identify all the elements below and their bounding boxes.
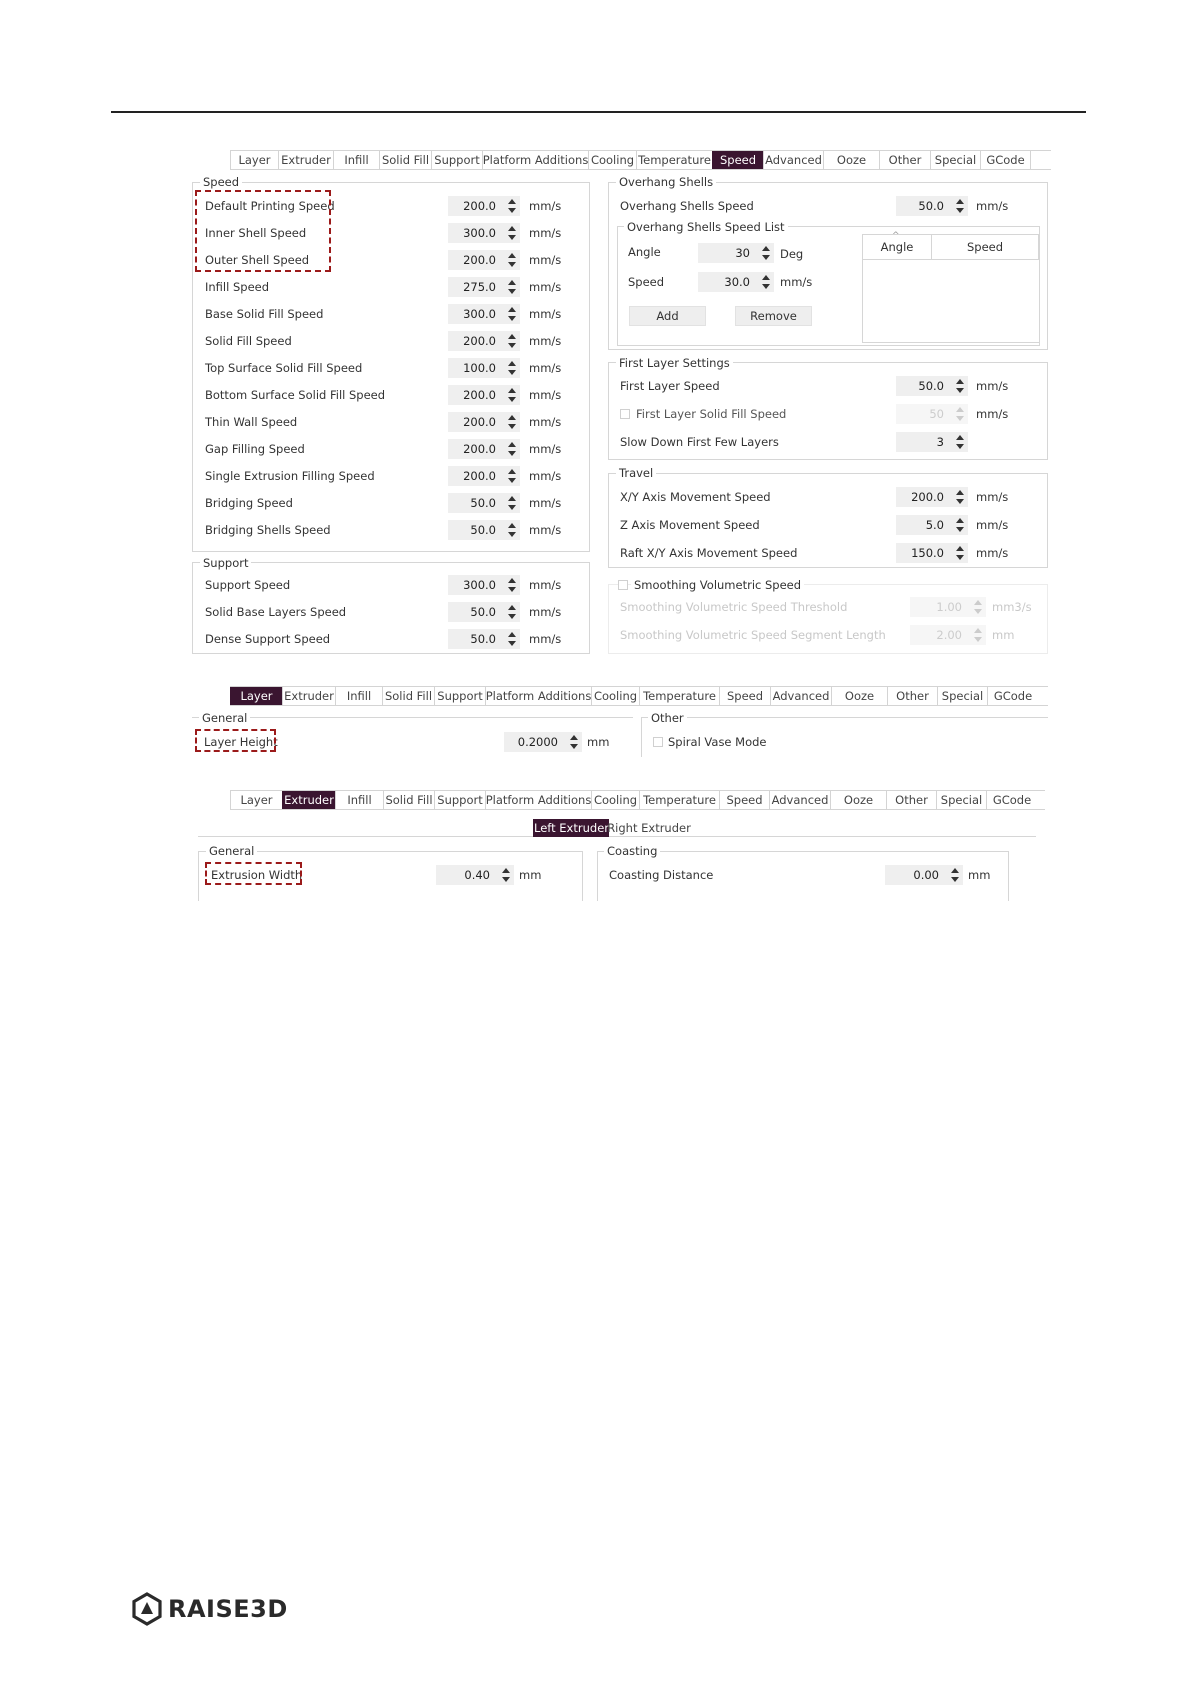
- top-surface-solid-fill-speed-input[interactable]: 100.0: [448, 358, 520, 378]
- spinner-icon[interactable]: [507, 495, 517, 511]
- tab-ooze[interactable]: Ooze: [830, 791, 886, 809]
- unit-label: mm/s: [529, 334, 562, 348]
- tab-infill[interactable]: Infill: [335, 687, 382, 705]
- unit-label: mm/s: [976, 199, 1009, 213]
- settings-tab-bar-extruder: [230, 790, 1045, 810]
- settings-tab-bar-layer: [230, 686, 1048, 706]
- base-solid-fill-speed-input[interactable]: 300.0: [448, 304, 520, 324]
- raft-xy-axis-movement-speed-label: Raft X/Y Axis Movement Speed: [620, 546, 798, 560]
- coasting-title: Coasting: [604, 844, 660, 858]
- spinner-icon[interactable]: [507, 252, 517, 268]
- extrusion-width-input[interactable]: 0.40: [436, 865, 514, 885]
- bridging-speed-input[interactable]: 50.0: [448, 493, 520, 513]
- highlight-box-speed: [195, 190, 331, 272]
- extrusion-width-unit: mm: [519, 868, 542, 882]
- layer-height-label: Layer Height: [204, 735, 278, 749]
- overhang-shells-speed-list-title: Overhang Shells Speed List: [624, 220, 788, 234]
- spinner-icon[interactable]: [761, 274, 771, 290]
- spinner-icon[interactable]: [507, 198, 517, 214]
- first-layer-settings-title: First Layer Settings: [616, 356, 733, 370]
- unit-label: mm/s: [529, 361, 562, 375]
- spinner-icon[interactable]: [507, 225, 517, 241]
- spinner-icon[interactable]: [507, 333, 517, 349]
- tab-solid-fill[interactable]: Solid Fill: [382, 687, 434, 705]
- thin-wall-speed-label: Thin Wall Speed: [205, 415, 298, 429]
- list-speed-input[interactable]: 30.0: [698, 272, 774, 292]
- smoothing-volumetric-speed-checkbox[interactable]: [618, 580, 628, 590]
- unit-label: mm/s: [976, 407, 1009, 421]
- spinner-icon[interactable]: [507, 631, 517, 647]
- overhang-shells-title: Overhang Shells: [616, 175, 716, 189]
- raft-xy-axis-movement-speed-input[interactable]: 150.0: [896, 543, 968, 563]
- layer-general-title: General: [199, 711, 250, 725]
- spinner-icon[interactable]: [569, 734, 579, 750]
- unit-label: mm/s: [529, 199, 562, 213]
- tab-cooling[interactable]: Cooling: [588, 151, 636, 169]
- inner-shell-speed-label: Inner Shell Speed: [205, 226, 307, 240]
- spinner-icon[interactable]: [955, 545, 965, 561]
- default-printing-speed-label: Default Printing Speed: [205, 199, 335, 213]
- subtab-left-extruder[interactable]: Left Extruder: [534, 821, 609, 835]
- tab-gcode[interactable]: GCode: [987, 687, 1038, 705]
- single-extrusion-filling-speed-input[interactable]: 200.0: [448, 466, 520, 486]
- tab-support[interactable]: Support: [434, 687, 485, 705]
- coasting-distance-input[interactable]: 0.00: [885, 865, 963, 885]
- smoothing-segment-length-label: Smoothing Volumetric Speed Segment Length: [620, 628, 886, 642]
- tab-platform-additions[interactable]: Platform Additions: [482, 153, 589, 167]
- tab-speed[interactable]: Speed: [719, 687, 770, 705]
- tab-ooze[interactable]: Ooze: [823, 151, 879, 169]
- z-axis-movement-speed-label: Z Axis Movement Speed: [620, 518, 760, 532]
- tab-layer[interactable]: Layer: [230, 151, 278, 169]
- coasting-distance-label: Coasting Distance: [609, 868, 714, 882]
- tab-other[interactable]: Other: [886, 791, 936, 809]
- solid-fill-speed-label: Solid Fill Speed: [205, 334, 292, 348]
- tab-other[interactable]: Other: [887, 687, 937, 705]
- extrusion-width-label: Extrusion Width: [211, 868, 303, 882]
- spinner-icon[interactable]: [955, 489, 965, 505]
- outer-shell-speed-label: Outer Shell Speed: [205, 253, 310, 267]
- raise3d-logo: [132, 1592, 288, 1626]
- tab-advanced[interactable]: Advanced: [770, 687, 831, 705]
- highlight-box-extrusion-width: [205, 862, 302, 885]
- default-printing-speed-input[interactable]: 200.0: [448, 196, 520, 216]
- first-layer-speed-input[interactable]: 50.0: [896, 376, 968, 396]
- tab-layer[interactable]: Layer: [230, 687, 282, 705]
- tab-layer[interactable]: Layer: [230, 791, 282, 809]
- spinner-icon[interactable]: [973, 599, 983, 615]
- travel-group-title: Travel: [616, 466, 656, 480]
- list-speed-label: Speed: [628, 275, 665, 289]
- smoothing-threshold-unit: mm3/s: [992, 600, 1032, 614]
- table-header-angle[interactable]: Angle: [862, 234, 932, 260]
- tab-advanced[interactable]: Advanced: [763, 151, 823, 169]
- tab-solid-fill[interactable]: Solid Fill: [379, 151, 431, 169]
- smoothing-segment-length-unit: mm: [992, 628, 1015, 642]
- bridging-speed-label: Bridging Speed: [205, 496, 293, 510]
- solid-fill-speed-input[interactable]: 200.0: [448, 331, 520, 351]
- gap-filling-speed-label: Gap Filling Speed: [205, 442, 305, 456]
- tab-support[interactable]: Support: [434, 791, 485, 809]
- raise3d-logo-wordmark: RAISE3D: [168, 1595, 288, 1623]
- spinner-icon[interactable]: [955, 406, 965, 422]
- slow-down-first-few-layers-input[interactable]: 3: [896, 432, 968, 452]
- inner-shell-speed-input[interactable]: 300.0: [448, 223, 520, 243]
- layer-other-title: Other: [648, 711, 687, 725]
- single-extrusion-filling-speed-label: Single Extrusion Filling Speed: [205, 469, 375, 483]
- tab-solid-fill[interactable]: Solid Fill: [383, 791, 434, 809]
- unit-label: mm/s: [529, 307, 562, 321]
- unit-label: mm/s: [529, 523, 562, 537]
- unit-label: mm/s: [529, 605, 562, 619]
- unit-label: mm/s: [529, 632, 562, 646]
- xy-axis-movement-speed-label: X/Y Axis Movement Speed: [620, 490, 771, 504]
- dense-support-speed-label: Dense Support Speed: [205, 632, 331, 646]
- infill-speed-input[interactable]: 275.0: [448, 277, 520, 297]
- tab-speed[interactable]: Speed: [719, 791, 769, 809]
- table-header-speed[interactable]: Speed: [931, 234, 1039, 260]
- tab-cooling[interactable]: Cooling: [591, 791, 639, 809]
- z-axis-movement-speed-input[interactable]: 5.0: [896, 515, 968, 535]
- spinner-icon[interactable]: [507, 279, 517, 295]
- angle-input[interactable]: 30: [698, 243, 774, 263]
- thin-wall-speed-input[interactable]: 200.0: [448, 412, 520, 432]
- outer-shell-speed-input[interactable]: 200.0: [448, 250, 520, 270]
- spinner-icon[interactable]: [761, 245, 771, 261]
- spinner-icon[interactable]: [950, 867, 960, 883]
- spinner-icon[interactable]: [501, 867, 511, 883]
- first-layer-solid-fill-speed-label: First Layer Solid Fill Speed: [636, 407, 787, 421]
- tab-infill[interactable]: Infill: [333, 151, 379, 169]
- tab-gcode[interactable]: GCode: [986, 791, 1037, 809]
- tab-ooze[interactable]: Ooze: [831, 687, 887, 705]
- layer-height-input[interactable]: 0.2000: [504, 732, 582, 752]
- unit-label: mm/s: [529, 388, 562, 402]
- tab-extruder[interactable]: Extruder: [282, 791, 335, 809]
- layer-height-unit: mm: [587, 735, 610, 749]
- first-layer-solid-fill-speed-input[interactable]: 50: [896, 404, 968, 424]
- smoothing-threshold-label: Smoothing Volumetric Speed Threshold: [620, 600, 848, 614]
- tab-other[interactable]: Other: [879, 151, 930, 169]
- solid-base-layers-speed-label: Solid Base Layers Speed: [205, 605, 347, 619]
- support-group-title: Support: [200, 556, 251, 570]
- smoothing-volumetric-speed-title[interactable]: Smoothing Volumetric Speed: [631, 578, 804, 592]
- bridging-shells-speed-label: Bridging Shells Speed: [205, 523, 331, 537]
- add-button[interactable]: Add: [629, 306, 706, 326]
- tab-special[interactable]: Special: [936, 791, 986, 809]
- spinner-icon[interactable]: [507, 604, 517, 620]
- spinner-icon[interactable]: [507, 577, 517, 593]
- tab-temperature[interactable]: Temperature: [639, 687, 719, 705]
- tab-special[interactable]: Special: [930, 151, 980, 169]
- unit-label: mm/s: [529, 496, 562, 510]
- first-layer-speed-label: First Layer Speed: [620, 379, 720, 393]
- angle-unit: Deg: [780, 247, 804, 261]
- settings-tab-bar-speed: [230, 150, 1051, 170]
- header-rule: [111, 111, 1086, 113]
- spinner-icon[interactable]: [507, 468, 517, 484]
- unit-label: mm/s: [529, 578, 562, 592]
- spinner-icon[interactable]: [973, 627, 983, 643]
- tab-platform-additions[interactable]: Platform Additions: [485, 793, 592, 807]
- unit-label: mm/s: [529, 415, 562, 429]
- spinner-icon[interactable]: [955, 378, 965, 394]
- spinner-icon[interactable]: [955, 198, 965, 214]
- gap-filling-speed-input[interactable]: 200.0: [448, 439, 520, 459]
- overhang-shells-speed-label: Overhang Shells Speed: [620, 199, 754, 213]
- spinner-icon[interactable]: [507, 306, 517, 322]
- top-surface-solid-fill-speed-label: Top Surface Solid Fill Speed: [205, 361, 363, 375]
- unit-label: mm/s: [976, 546, 1009, 560]
- spinner-icon[interactable]: [955, 434, 965, 450]
- spinner-icon[interactable]: [507, 387, 517, 403]
- slow-down-first-few-layers-label: Slow Down First Few Layers: [620, 435, 779, 449]
- overhang-shells-speed-input[interactable]: 50.0: [896, 196, 968, 216]
- base-solid-fill-speed-label: Base Solid Fill Speed: [205, 307, 324, 321]
- spinner-icon[interactable]: [507, 414, 517, 430]
- tab-temperature[interactable]: Temperature: [636, 151, 712, 169]
- unit-label: mm/s: [976, 490, 1009, 504]
- sort-caret-icon: ^: [892, 231, 900, 241]
- infill-speed-label: Infill Speed: [205, 280, 270, 294]
- tab-support[interactable]: Support: [431, 151, 482, 169]
- unit-label: mm/s: [529, 226, 562, 240]
- tab-extruder[interactable]: Extruder: [282, 687, 335, 705]
- smoothing-threshold-input[interactable]: 1.00: [910, 597, 986, 617]
- tab-extruder[interactable]: Extruder: [278, 151, 333, 169]
- tab-advanced[interactable]: Advanced: [769, 791, 830, 809]
- spinner-icon[interactable]: [507, 522, 517, 538]
- unit-label: mm/s: [529, 442, 562, 456]
- spiral-vase-mode-label: Spiral Vase Mode: [668, 735, 767, 749]
- remove-button[interactable]: Remove: [735, 306, 812, 326]
- spinner-icon[interactable]: [955, 517, 965, 533]
- unit-label: mm/s: [529, 469, 562, 483]
- bridging-shells-speed-input[interactable]: 50.0: [448, 520, 520, 540]
- angle-label: Angle: [628, 245, 661, 259]
- unit-label: mm/s: [976, 379, 1009, 393]
- unit-label: mm/s: [976, 518, 1009, 532]
- tab-platform-additions[interactable]: Platform Additions: [485, 689, 592, 703]
- spinner-icon[interactable]: [507, 360, 517, 376]
- tab-gcode[interactable]: GCode: [980, 151, 1031, 169]
- highlight-box-layer-height: [195, 729, 276, 752]
- bottom-surface-solid-fill-speed-input[interactable]: 200.0: [448, 385, 520, 405]
- bottom-surface-solid-fill-speed-label: Bottom Surface Solid Fill Speed: [205, 388, 386, 402]
- first-layer-solid-fill-checkbox[interactable]: [620, 409, 630, 419]
- speed-group-title: Speed: [200, 175, 242, 189]
- extruder-general-title: General: [206, 844, 257, 858]
- support-speed-label: Support Speed: [205, 578, 291, 592]
- unit-label: mm/s: [529, 280, 562, 294]
- extruder-subtabs: [533, 819, 693, 837]
- tab-cooling[interactable]: Cooling: [591, 687, 639, 705]
- coasting-distance-unit: mm: [968, 868, 991, 882]
- spinner-icon[interactable]: [507, 441, 517, 457]
- support-speed-input[interactable]: 300.0: [448, 575, 520, 595]
- solid-base-layers-speed-input[interactable]: 50.0: [448, 602, 520, 622]
- tab-special[interactable]: Special: [937, 687, 987, 705]
- subtab-right-extruder[interactable]: Right Extruder: [607, 821, 691, 835]
- smoothing-segment-length-input[interactable]: 2.00: [910, 625, 986, 645]
- tab-temperature[interactable]: Temperature: [639, 791, 719, 809]
- unit-label: mm/s: [529, 253, 562, 267]
- tab-infill[interactable]: Infill: [335, 791, 383, 809]
- xy-axis-movement-speed-input[interactable]: 200.0: [896, 487, 968, 507]
- dense-support-speed-input[interactable]: 50.0: [448, 629, 520, 649]
- spiral-vase-mode-checkbox[interactable]: [653, 737, 663, 747]
- list-speed-unit: mm/s: [780, 275, 813, 289]
- tab-speed[interactable]: Speed: [712, 151, 763, 169]
- raise3d-logo-icon: [132, 1592, 162, 1626]
